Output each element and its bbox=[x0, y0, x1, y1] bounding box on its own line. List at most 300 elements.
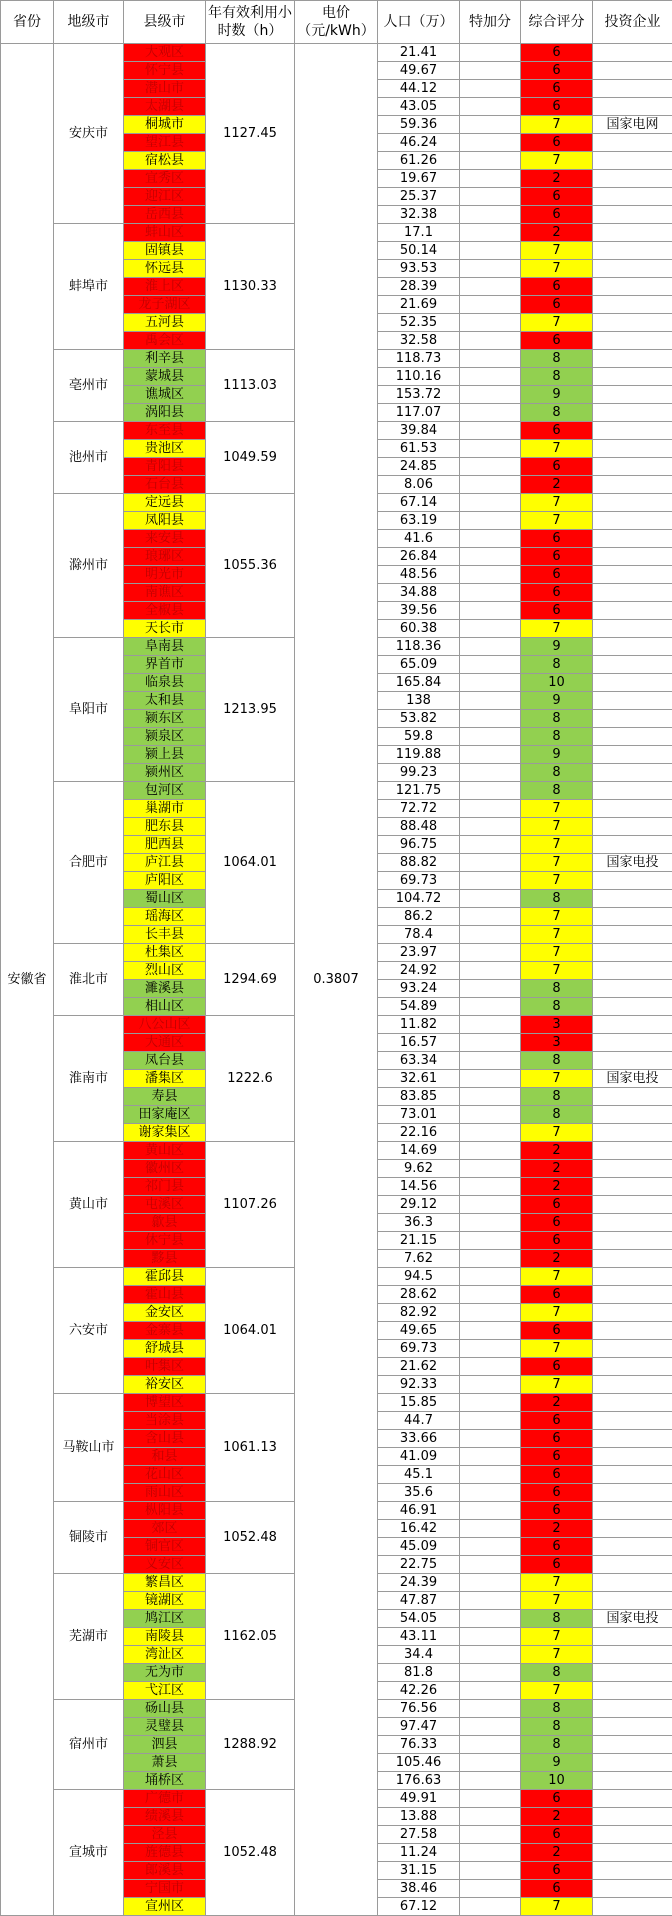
score-cell: 8 bbox=[521, 1088, 593, 1106]
company-cell bbox=[593, 998, 672, 1016]
county-cell: 巢湖市 bbox=[124, 800, 206, 818]
population-cell: 28.39 bbox=[378, 278, 460, 296]
score-cell: 6 bbox=[521, 188, 593, 206]
score-cell: 8 bbox=[521, 1700, 593, 1718]
county-cell: 界首市 bbox=[124, 656, 206, 674]
city-cell: 亳州市 bbox=[54, 350, 124, 422]
county-cell: 淮上区 bbox=[124, 278, 206, 296]
bonus-cell bbox=[460, 1196, 521, 1214]
county-cell: 大通区 bbox=[124, 1034, 206, 1052]
bonus-cell bbox=[460, 1898, 521, 1916]
bonus-cell bbox=[460, 872, 521, 890]
county-cell: 贵池区 bbox=[124, 440, 206, 458]
population-cell: 43.05 bbox=[378, 98, 460, 116]
company-cell bbox=[593, 422, 672, 440]
population-cell: 33.66 bbox=[378, 1430, 460, 1448]
county-cell: 肥东县 bbox=[124, 818, 206, 836]
score-cell: 7 bbox=[521, 116, 593, 134]
county-cell: 岳西县 bbox=[124, 206, 206, 224]
county-cell: 五河县 bbox=[124, 314, 206, 332]
county-cell: 固镇县 bbox=[124, 242, 206, 260]
score-cell: 7 bbox=[521, 1592, 593, 1610]
population-cell: 17.1 bbox=[378, 224, 460, 242]
population-cell: 7.62 bbox=[378, 1250, 460, 1268]
bonus-cell bbox=[460, 458, 521, 476]
bonus-cell bbox=[460, 1214, 521, 1232]
score-cell: 6 bbox=[521, 548, 593, 566]
company-cell bbox=[593, 1574, 672, 1592]
county-cell: 凤阳县 bbox=[124, 512, 206, 530]
score-cell: 7 bbox=[521, 1340, 593, 1358]
bonus-cell bbox=[460, 512, 521, 530]
company-cell bbox=[593, 1412, 672, 1430]
population-cell: 94.5 bbox=[378, 1268, 460, 1286]
population-cell: 16.57 bbox=[378, 1034, 460, 1052]
company-cell: 国家电投 bbox=[593, 854, 672, 872]
score-cell: 6 bbox=[521, 458, 593, 476]
bonus-cell bbox=[460, 1430, 521, 1448]
bonus-cell bbox=[460, 638, 521, 656]
county-cell: 寿县 bbox=[124, 1088, 206, 1106]
bonus-cell bbox=[460, 170, 521, 188]
population-cell: 69.73 bbox=[378, 872, 460, 890]
population-cell: 34.88 bbox=[378, 584, 460, 602]
company-cell bbox=[593, 1196, 672, 1214]
bonus-cell bbox=[460, 530, 521, 548]
bonus-cell bbox=[460, 1178, 521, 1196]
county-cell: 休宁县 bbox=[124, 1232, 206, 1250]
score-cell: 7 bbox=[521, 152, 593, 170]
county-cell: 屯溪区 bbox=[124, 1196, 206, 1214]
county-cell: 潘集区 bbox=[124, 1070, 206, 1088]
population-cell: 44.12 bbox=[378, 80, 460, 98]
county-cell: 大观区 bbox=[124, 44, 206, 62]
company-cell bbox=[593, 242, 672, 260]
bonus-cell bbox=[460, 386, 521, 404]
county-cell: 金安区 bbox=[124, 1304, 206, 1322]
county-cell: 天长市 bbox=[124, 620, 206, 638]
population-cell: 25.37 bbox=[378, 188, 460, 206]
bonus-cell bbox=[460, 404, 521, 422]
company-cell bbox=[593, 638, 672, 656]
population-cell: 44.7 bbox=[378, 1412, 460, 1430]
bonus-cell bbox=[460, 1358, 521, 1376]
bonus-cell bbox=[460, 62, 521, 80]
score-cell: 8 bbox=[521, 782, 593, 800]
population-cell: 82.92 bbox=[378, 1304, 460, 1322]
bonus-cell bbox=[460, 1610, 521, 1628]
header-province: 省份 bbox=[1, 1, 54, 44]
bonus-cell bbox=[460, 854, 521, 872]
county-cell: 田家庵区 bbox=[124, 1106, 206, 1124]
population-cell: 9.62 bbox=[378, 1160, 460, 1178]
population-cell: 119.88 bbox=[378, 746, 460, 764]
county-cell: 繁昌区 bbox=[124, 1574, 206, 1592]
hours-cell: 1288.92 bbox=[206, 1700, 295, 1790]
header-price: 电价（元/kWh） bbox=[295, 1, 378, 44]
company-cell bbox=[593, 1214, 672, 1232]
population-cell: 24.39 bbox=[378, 1574, 460, 1592]
county-cell: 龙子湖区 bbox=[124, 296, 206, 314]
header-population: 人口（万） bbox=[378, 1, 460, 44]
bonus-cell bbox=[460, 1844, 521, 1862]
county-cell: 相山区 bbox=[124, 998, 206, 1016]
population-cell: 21.62 bbox=[378, 1358, 460, 1376]
population-cell: 26.84 bbox=[378, 548, 460, 566]
company-cell bbox=[593, 728, 672, 746]
company-cell bbox=[593, 1844, 672, 1862]
score-cell: 6 bbox=[521, 1538, 593, 1556]
score-cell: 7 bbox=[521, 242, 593, 260]
company-cell bbox=[593, 1700, 672, 1718]
population-cell: 61.26 bbox=[378, 152, 460, 170]
county-cell: 望江县 bbox=[124, 134, 206, 152]
population-cell: 50.14 bbox=[378, 242, 460, 260]
score-cell: 3 bbox=[521, 1016, 593, 1034]
county-cell: 太湖县 bbox=[124, 98, 206, 116]
bonus-cell bbox=[460, 98, 521, 116]
bonus-cell bbox=[460, 1322, 521, 1340]
company-cell bbox=[593, 1304, 672, 1322]
score-cell: 7 bbox=[521, 1682, 593, 1700]
score-cell: 3 bbox=[521, 1034, 593, 1052]
bonus-cell bbox=[460, 1682, 521, 1700]
bonus-cell bbox=[460, 692, 521, 710]
bonus-cell bbox=[460, 1826, 521, 1844]
city-cell: 铜陵市 bbox=[54, 1502, 124, 1574]
bonus-cell bbox=[460, 134, 521, 152]
county-cell: 埇桥区 bbox=[124, 1772, 206, 1790]
city-cell: 淮北市 bbox=[54, 944, 124, 1016]
population-cell: 42.26 bbox=[378, 1682, 460, 1700]
county-cell: 弋江区 bbox=[124, 1682, 206, 1700]
company-cell bbox=[593, 962, 672, 980]
score-cell: 7 bbox=[521, 1070, 593, 1088]
county-cell: 利辛县 bbox=[124, 350, 206, 368]
population-cell: 61.53 bbox=[378, 440, 460, 458]
county-cell: 铜官区 bbox=[124, 1538, 206, 1556]
population-cell: 23.97 bbox=[378, 944, 460, 962]
company-cell bbox=[593, 1358, 672, 1376]
population-cell: 110.16 bbox=[378, 368, 460, 386]
bonus-cell bbox=[460, 566, 521, 584]
score-cell: 6 bbox=[521, 1232, 593, 1250]
bonus-cell bbox=[460, 422, 521, 440]
population-cell: 11.24 bbox=[378, 1844, 460, 1862]
population-cell: 41.6 bbox=[378, 530, 460, 548]
hours-cell: 1064.01 bbox=[206, 1268, 295, 1394]
county-cell: 枞阳县 bbox=[124, 1502, 206, 1520]
bonus-cell bbox=[460, 1862, 521, 1880]
company-cell bbox=[593, 368, 672, 386]
bonus-cell bbox=[460, 368, 521, 386]
company-cell bbox=[593, 1340, 672, 1358]
county-cell: 阜南县 bbox=[124, 638, 206, 656]
score-cell: 7 bbox=[521, 818, 593, 836]
bonus-cell bbox=[460, 1574, 521, 1592]
bonus-cell bbox=[460, 1394, 521, 1412]
score-cell: 7 bbox=[521, 314, 593, 332]
bonus-cell bbox=[460, 1700, 521, 1718]
county-cell: 旌德县 bbox=[124, 1844, 206, 1862]
score-cell: 6 bbox=[521, 1196, 593, 1214]
county-cell: 宣州区 bbox=[124, 1898, 206, 1916]
score-cell: 7 bbox=[521, 512, 593, 530]
county-cell: 当涂县 bbox=[124, 1412, 206, 1430]
score-cell: 7 bbox=[521, 1376, 593, 1394]
company-cell bbox=[593, 872, 672, 890]
bonus-cell bbox=[460, 1448, 521, 1466]
population-cell: 78.4 bbox=[378, 926, 460, 944]
company-cell bbox=[593, 314, 672, 332]
bonus-cell bbox=[460, 548, 521, 566]
county-cell: 迎江区 bbox=[124, 188, 206, 206]
score-cell: 7 bbox=[521, 944, 593, 962]
bonus-cell bbox=[460, 1484, 521, 1502]
bonus-cell bbox=[460, 1628, 521, 1646]
score-cell: 6 bbox=[521, 1484, 593, 1502]
bonus-cell bbox=[460, 314, 521, 332]
county-cell: 明光市 bbox=[124, 566, 206, 584]
company-cell bbox=[593, 1862, 672, 1880]
population-cell: 16.42 bbox=[378, 1520, 460, 1538]
bonus-cell bbox=[460, 998, 521, 1016]
company-cell bbox=[593, 1772, 672, 1790]
bonus-cell bbox=[460, 332, 521, 350]
population-cell: 97.47 bbox=[378, 1718, 460, 1736]
company-cell bbox=[593, 1034, 672, 1052]
population-cell: 21.41 bbox=[378, 44, 460, 62]
company-cell bbox=[593, 1538, 672, 1556]
county-cell: 石台县 bbox=[124, 476, 206, 494]
bonus-cell bbox=[460, 188, 521, 206]
population-cell: 63.19 bbox=[378, 512, 460, 530]
score-cell: 6 bbox=[521, 1790, 593, 1808]
bonus-cell bbox=[460, 836, 521, 854]
county-cell: 黟县 bbox=[124, 1250, 206, 1268]
company-cell bbox=[593, 1178, 672, 1196]
bonus-cell bbox=[460, 1538, 521, 1556]
population-cell: 73.01 bbox=[378, 1106, 460, 1124]
county-cell: 鸠江区 bbox=[124, 1610, 206, 1628]
score-cell: 7 bbox=[521, 908, 593, 926]
company-cell bbox=[593, 224, 672, 242]
population-cell: 83.85 bbox=[378, 1088, 460, 1106]
company-cell bbox=[593, 1592, 672, 1610]
company-cell bbox=[593, 1520, 672, 1538]
score-cell: 8 bbox=[521, 1718, 593, 1736]
company-cell bbox=[593, 1628, 672, 1646]
city-cell: 合肥市 bbox=[54, 782, 124, 944]
company-cell bbox=[593, 1826, 672, 1844]
bonus-cell bbox=[460, 1754, 521, 1772]
company-cell bbox=[593, 512, 672, 530]
bonus-cell bbox=[460, 674, 521, 692]
company-cell bbox=[593, 836, 672, 854]
score-cell: 10 bbox=[521, 674, 593, 692]
population-cell: 59.8 bbox=[378, 728, 460, 746]
bonus-cell bbox=[460, 602, 521, 620]
county-cell: 泗县 bbox=[124, 1736, 206, 1754]
table-row bbox=[1, 44, 672, 62]
company-cell bbox=[593, 1232, 672, 1250]
score-cell: 8 bbox=[521, 764, 593, 782]
score-cell: 6 bbox=[521, 1466, 593, 1484]
population-cell: 21.69 bbox=[378, 296, 460, 314]
company-cell bbox=[593, 1718, 672, 1736]
company-cell bbox=[593, 944, 672, 962]
population-cell: 22.16 bbox=[378, 1124, 460, 1142]
score-cell: 2 bbox=[521, 170, 593, 188]
score-cell: 2 bbox=[521, 224, 593, 242]
header-company: 投资企业 bbox=[593, 1, 672, 44]
company-cell bbox=[593, 476, 672, 494]
score-cell: 7 bbox=[521, 962, 593, 980]
hours-cell: 1061.13 bbox=[206, 1394, 295, 1502]
county-cell: 泾县 bbox=[124, 1826, 206, 1844]
population-cell: 49.91 bbox=[378, 1790, 460, 1808]
county-cell: 庐阳区 bbox=[124, 872, 206, 890]
population-cell: 13.88 bbox=[378, 1808, 460, 1826]
score-cell: 6 bbox=[521, 1448, 593, 1466]
score-cell: 2 bbox=[521, 1250, 593, 1268]
company-cell bbox=[593, 1664, 672, 1682]
bonus-cell bbox=[460, 1412, 521, 1430]
table-body bbox=[1, 44, 672, 1916]
company-cell bbox=[593, 1736, 672, 1754]
score-cell: 7 bbox=[521, 1574, 593, 1592]
company-cell bbox=[593, 1880, 672, 1898]
score-cell: 7 bbox=[521, 1304, 593, 1322]
population-cell: 67.14 bbox=[378, 494, 460, 512]
county-cell: 瑶海区 bbox=[124, 908, 206, 926]
bonus-cell bbox=[460, 962, 521, 980]
city-cell: 淮南市 bbox=[54, 1016, 124, 1142]
hours-cell: 1294.69 bbox=[206, 944, 295, 1016]
county-cell: 青阳县 bbox=[124, 458, 206, 476]
company-cell bbox=[593, 1394, 672, 1412]
county-cell: 谢家集区 bbox=[124, 1124, 206, 1142]
company-cell bbox=[593, 1754, 672, 1772]
bonus-cell bbox=[460, 1718, 521, 1736]
bonus-cell bbox=[460, 1250, 521, 1268]
bonus-cell bbox=[460, 350, 521, 368]
score-cell: 6 bbox=[521, 80, 593, 98]
company-cell bbox=[593, 152, 672, 170]
company-cell bbox=[593, 692, 672, 710]
bonus-cell bbox=[460, 782, 521, 800]
county-cell: 广德市 bbox=[124, 1790, 206, 1808]
population-cell: 52.35 bbox=[378, 314, 460, 332]
company-cell bbox=[593, 80, 672, 98]
county-cell: 蒙城县 bbox=[124, 368, 206, 386]
company-cell bbox=[593, 1898, 672, 1916]
header-hours: 年有效利用小时数（h） bbox=[206, 1, 295, 44]
county-cell: 霍山县 bbox=[124, 1286, 206, 1304]
hours-cell: 1113.03 bbox=[206, 350, 295, 422]
population-cell: 45.1 bbox=[378, 1466, 460, 1484]
county-cell: 定远县 bbox=[124, 494, 206, 512]
bonus-cell bbox=[460, 1070, 521, 1088]
bonus-cell bbox=[460, 206, 521, 224]
bonus-cell bbox=[460, 224, 521, 242]
county-cell: 凤台县 bbox=[124, 1052, 206, 1070]
score-cell: 7 bbox=[521, 1898, 593, 1916]
bonus-cell bbox=[460, 1088, 521, 1106]
population-cell: 60.38 bbox=[378, 620, 460, 638]
company-cell: 国家电网 bbox=[593, 116, 672, 134]
population-cell: 176.63 bbox=[378, 1772, 460, 1790]
county-cell: 绩溪县 bbox=[124, 1808, 206, 1826]
population-cell: 67.12 bbox=[378, 1898, 460, 1916]
bonus-cell bbox=[460, 710, 521, 728]
county-cell: 桐城市 bbox=[124, 116, 206, 134]
county-cell: 长丰县 bbox=[124, 926, 206, 944]
county-cell: 宁国市 bbox=[124, 1880, 206, 1898]
bonus-cell bbox=[460, 1286, 521, 1304]
population-cell: 34.4 bbox=[378, 1646, 460, 1664]
price-cell: 0.3807 bbox=[295, 44, 378, 1916]
population-cell: 93.53 bbox=[378, 260, 460, 278]
population-cell: 36.3 bbox=[378, 1214, 460, 1232]
hours-cell: 1107.26 bbox=[206, 1142, 295, 1268]
population-cell: 72.72 bbox=[378, 800, 460, 818]
population-cell: 63.34 bbox=[378, 1052, 460, 1070]
bonus-cell bbox=[460, 278, 521, 296]
company-cell bbox=[593, 674, 672, 692]
company-cell bbox=[593, 656, 672, 674]
bonus-cell bbox=[460, 1664, 521, 1682]
score-cell: 6 bbox=[521, 584, 593, 602]
company-cell bbox=[593, 494, 672, 512]
company-cell bbox=[593, 620, 672, 638]
county-cell: 南陵县 bbox=[124, 1628, 206, 1646]
population-cell: 153.72 bbox=[378, 386, 460, 404]
score-cell: 2 bbox=[521, 1520, 593, 1538]
company-cell bbox=[593, 1286, 672, 1304]
county-cell: 肥西县 bbox=[124, 836, 206, 854]
header-bonus: 特加分 bbox=[460, 1, 521, 44]
city-cell: 宿州市 bbox=[54, 1700, 124, 1790]
company-cell bbox=[593, 1556, 672, 1574]
bonus-cell bbox=[460, 1880, 521, 1898]
city-cell: 六安市 bbox=[54, 1268, 124, 1394]
city-cell: 蚌埠市 bbox=[54, 224, 124, 350]
hours-cell: 1127.45 bbox=[206, 44, 295, 224]
score-cell: 6 bbox=[521, 62, 593, 80]
population-cell: 81.8 bbox=[378, 1664, 460, 1682]
county-cell: 全椒县 bbox=[124, 602, 206, 620]
score-cell: 6 bbox=[521, 1214, 593, 1232]
score-cell: 6 bbox=[521, 1826, 593, 1844]
score-cell: 6 bbox=[521, 1358, 593, 1376]
company-cell bbox=[593, 1376, 672, 1394]
hours-cell: 1222.6 bbox=[206, 1016, 295, 1142]
county-cell: 南谯区 bbox=[124, 584, 206, 602]
population-cell: 76.56 bbox=[378, 1700, 460, 1718]
population-cell: 76.33 bbox=[378, 1736, 460, 1754]
score-cell: 2 bbox=[521, 1178, 593, 1196]
county-cell: 临泉县 bbox=[124, 674, 206, 692]
company-cell bbox=[593, 908, 672, 926]
population-cell: 15.85 bbox=[378, 1394, 460, 1412]
city-cell: 滁州市 bbox=[54, 494, 124, 638]
bonus-cell bbox=[460, 1142, 521, 1160]
population-cell: 53.82 bbox=[378, 710, 460, 728]
county-cell: 蚌山区 bbox=[124, 224, 206, 242]
county-cell: 金寨县 bbox=[124, 1322, 206, 1340]
bonus-cell bbox=[460, 1592, 521, 1610]
